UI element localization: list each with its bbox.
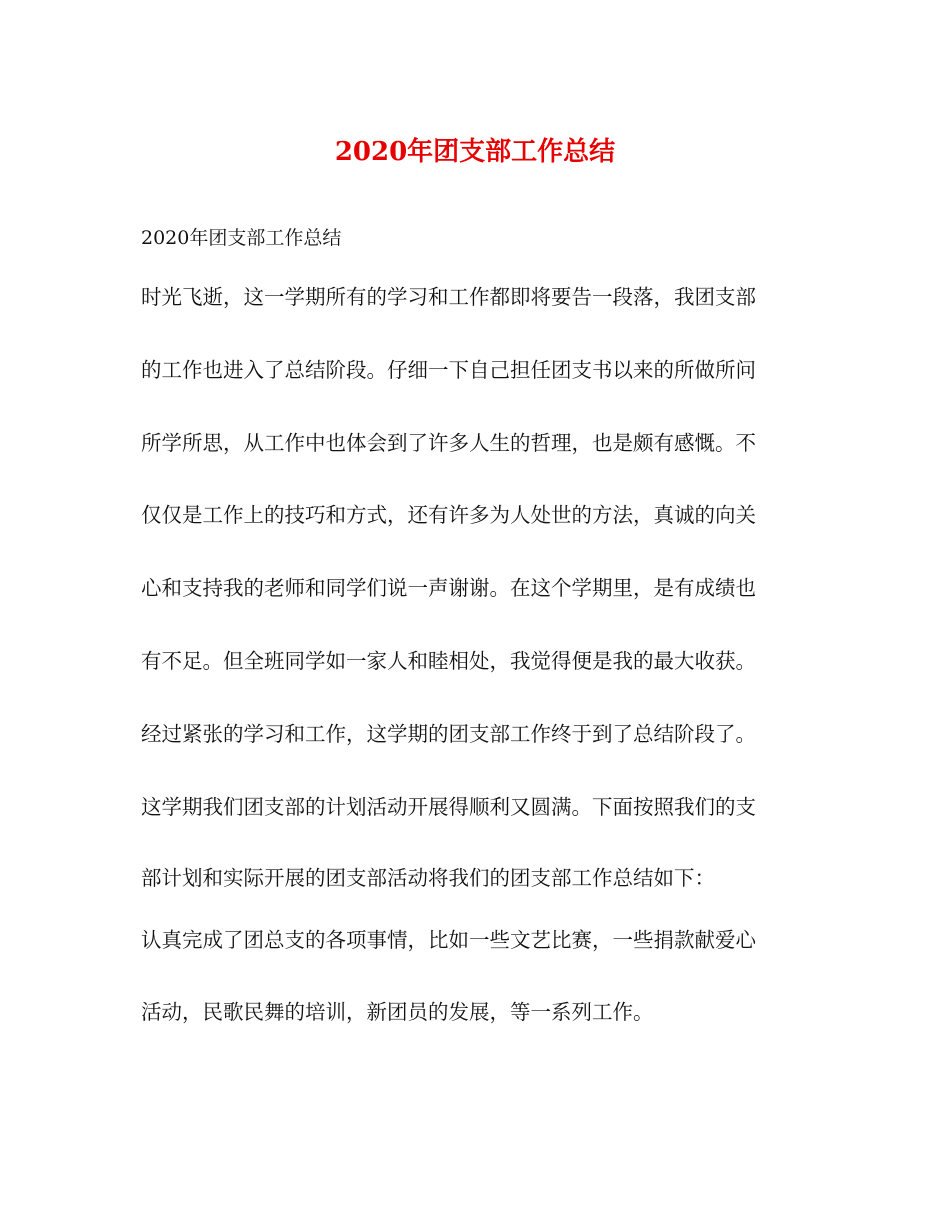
paragraph-line: 所学所思，从工作中也体会到了许多人生的哲理，也是颇有感慨。不 <box>141 431 756 455</box>
paragraph-line: 时光飞逝，这一学期所有的学习和工作都即将要告一段落，我团支部 <box>141 285 756 309</box>
paragraph-line: 心和支持我的老师和同学们说一声谢谢。在这个学期里，是有成绩也 <box>141 576 756 600</box>
document-title: 2020年团支部工作总结 <box>334 137 616 167</box>
paragraph-line: 仅仅是工作上的技巧和方式，还有许多为人处世的方法，真诚的向关 <box>141 503 756 527</box>
document-subtitle: 2020年团支部工作总结 <box>141 227 342 249</box>
paragraph-line: 认真完成了团总支的各项事情，比如一些文艺比赛，一些捐款献爱心 <box>141 928 756 952</box>
paragraph-line: 活动，民歌民舞的培训，新团员的发展，等一系列工作。 <box>141 1000 654 1024</box>
paragraph-line: 部计划和实际开展的团支部活动将我们的团支部工作总结如下： <box>141 866 715 890</box>
paragraph-line: 有不足。但全班同学如一家人和睦相处，我觉得便是我的最大收获。 <box>141 649 756 673</box>
paragraph-line: 的工作也进入了总结阶段。仔细一下自己担任团支书以来的所做所问 <box>141 358 756 382</box>
paragraph-line: 这学期我们团支部的计划活动开展得顺利又圆满。下面按照我们的支 <box>141 795 756 819</box>
paragraph-line: 经过紧张的学习和工作，这学期的团支部工作终于到了总结阶段了。 <box>141 722 756 746</box>
